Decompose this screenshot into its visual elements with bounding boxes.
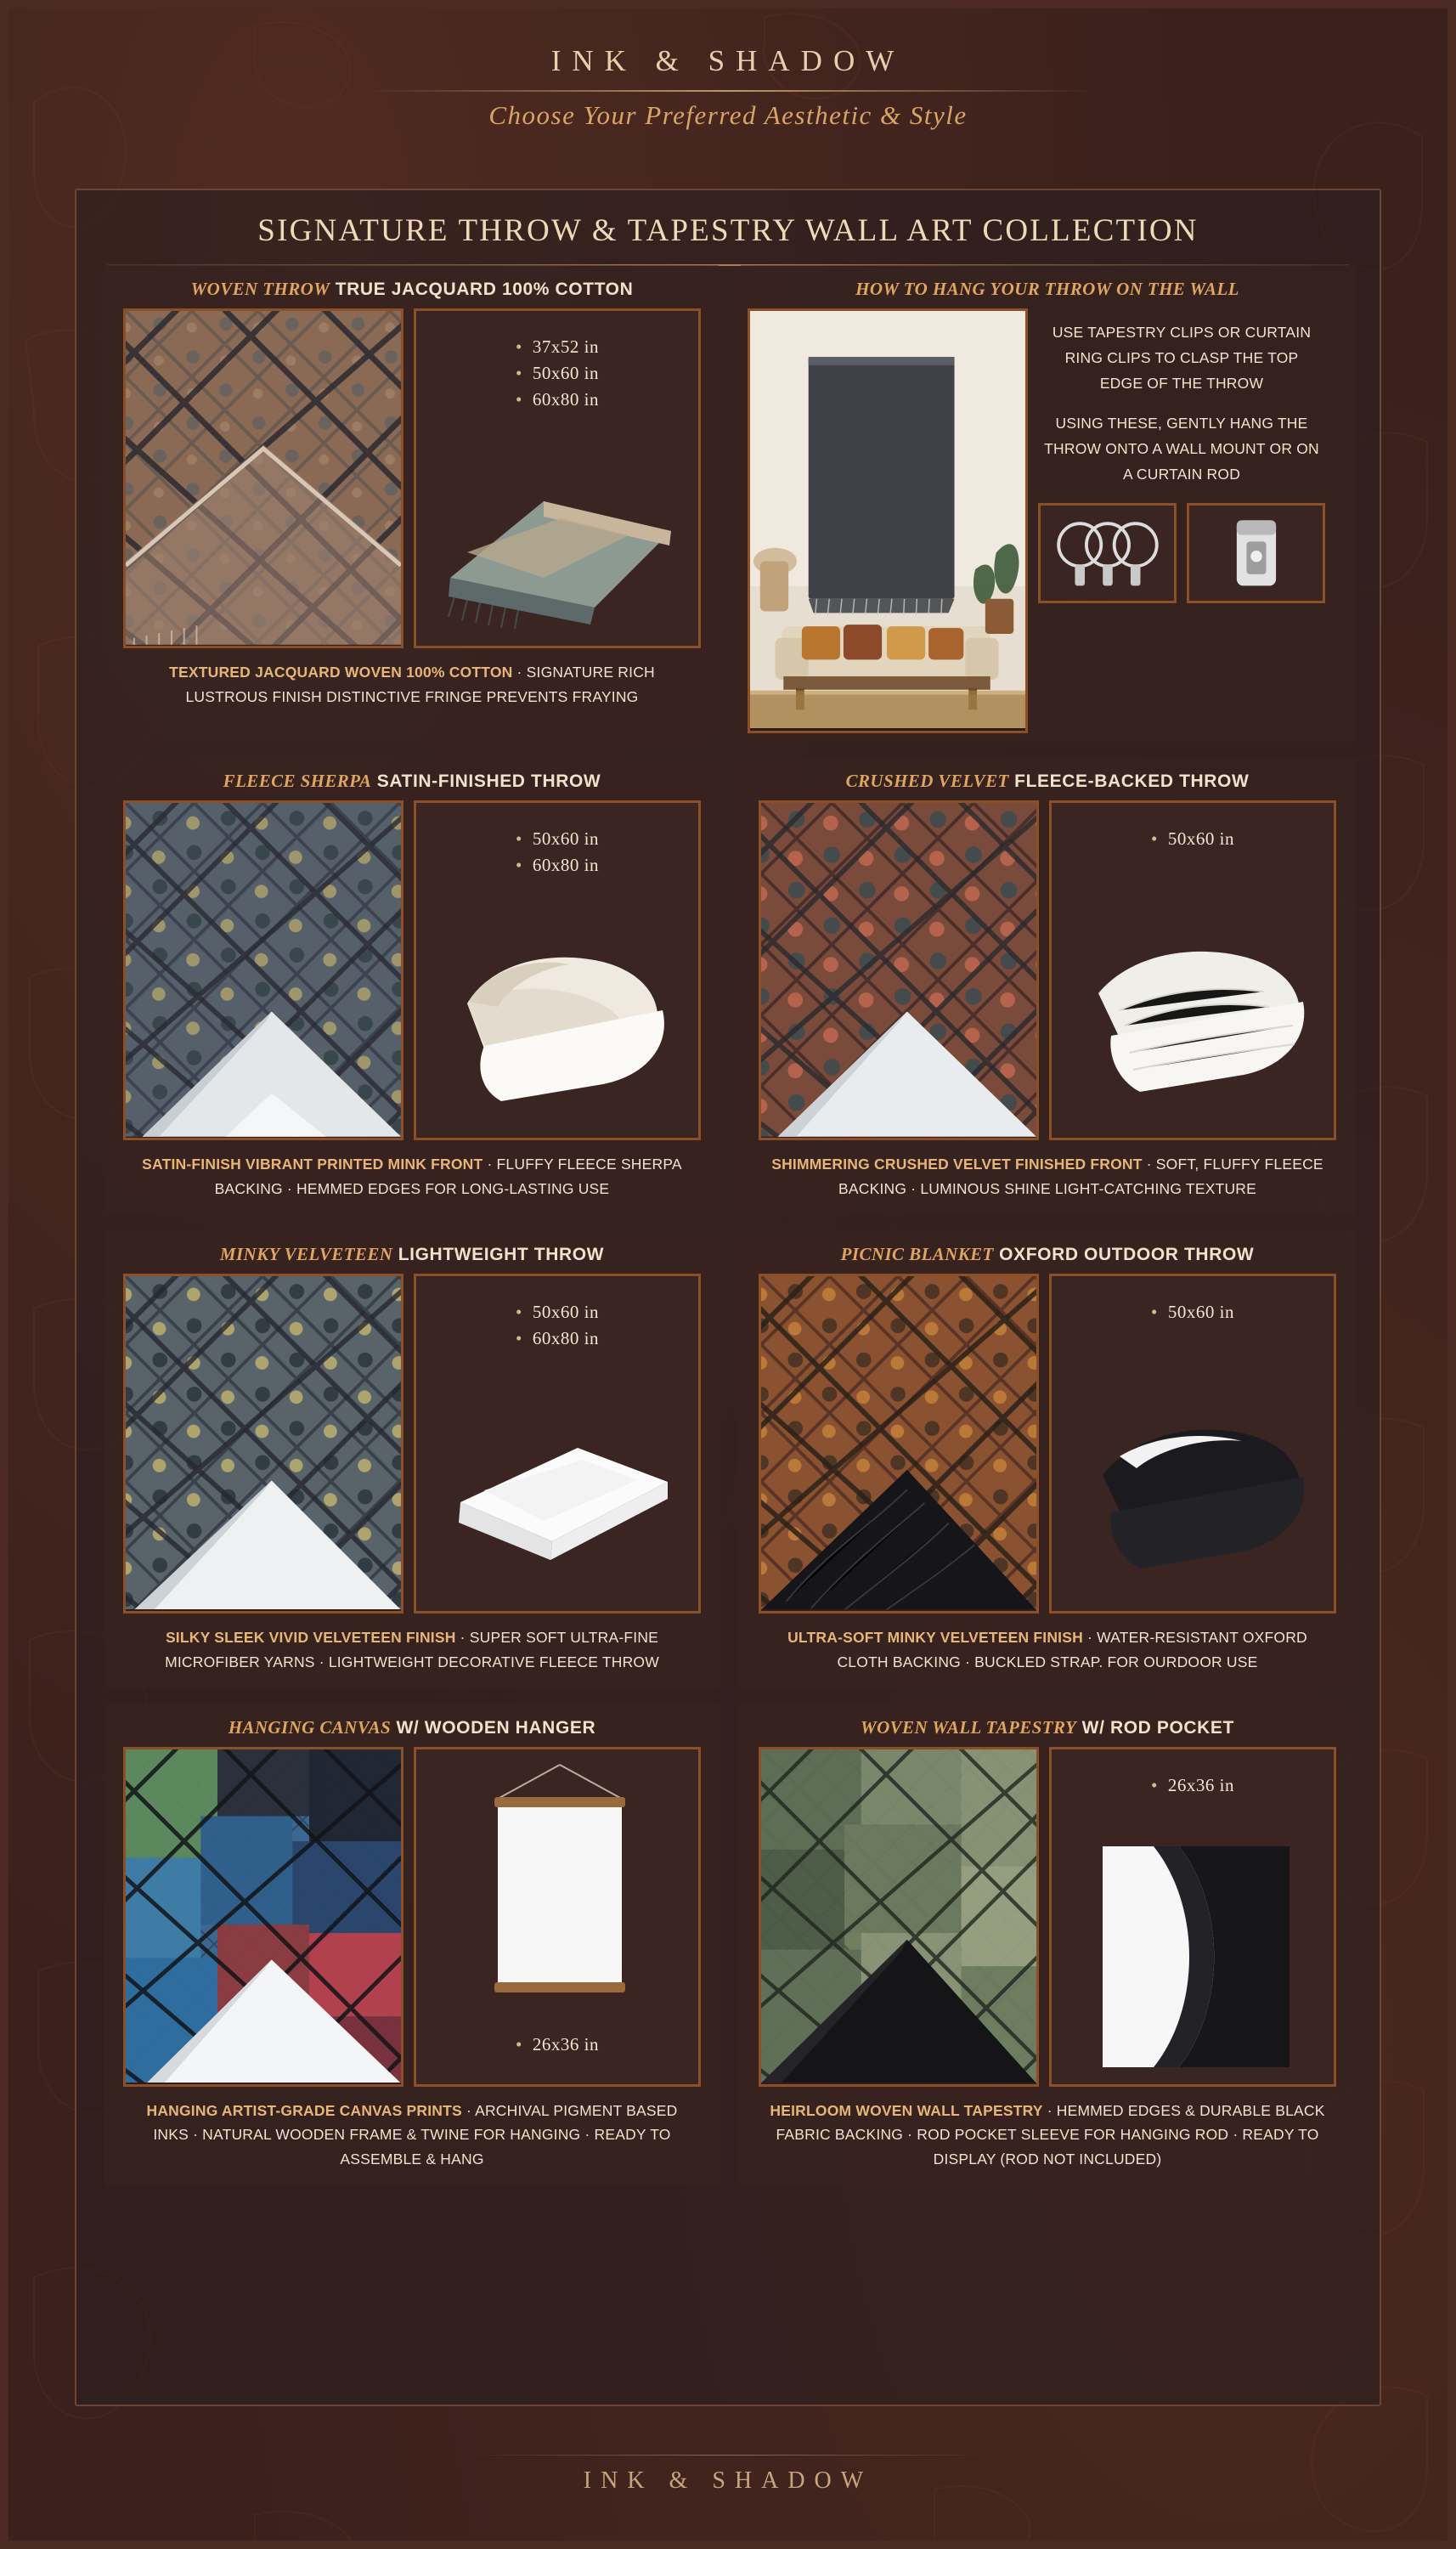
card-images xyxy=(748,800,1347,1140)
description-strong: HANGING ARTIST-GRADE CANVAS PRINTS xyxy=(146,2101,462,2119)
card-title-italic: WOVEN WALL TAPESTRY xyxy=(861,1716,1077,1738)
product-sizes-panel xyxy=(1049,1274,1336,1614)
card-woven-throw[interactable] xyxy=(104,265,720,742)
card-title-rest: FLEECE-BACKED THROW xyxy=(1014,771,1250,791)
card-images xyxy=(112,800,712,1140)
folded-picnic-illustration xyxy=(1052,1373,1336,1594)
card-title xyxy=(112,764,712,800)
product-image-picnic-quilt xyxy=(759,1274,1039,1614)
card-title-italic: WOVEN THROW xyxy=(190,279,330,299)
size-option: • 50x60 in xyxy=(516,1302,599,1323)
folded-throw-illustration xyxy=(416,450,701,646)
footer-brand: INK & SHADOW xyxy=(583,2467,873,2494)
howto-icons xyxy=(1038,503,1325,603)
howto-paragraph: USE TAPESTRY CLIPS OR CURTAIN RING CLIPS TO CLASP THE TOP EDGE OF THE THROW xyxy=(1052,324,1312,392)
card-title-italic: CRUSHED VELVET xyxy=(845,771,1009,791)
folded-minky-illustration xyxy=(416,1383,701,1596)
size-option: • 50x60 in xyxy=(516,828,599,850)
card-description xyxy=(748,1614,1347,1680)
card-title xyxy=(112,1710,712,1747)
card-minky-velveteen[interactable] xyxy=(104,1230,720,1688)
size-list xyxy=(416,1276,698,1611)
product-row xyxy=(104,1704,1356,2186)
size-option: • 50x60 in xyxy=(1151,828,1234,850)
card-title-italic: PICNIC BLANKET xyxy=(840,1243,994,1264)
card-description xyxy=(112,648,712,715)
description-rest: · SIGNATURE RICH LUSTROUS FINISH DISTINCTIVE FRINGE PREVENTS FRAYING xyxy=(185,664,655,705)
card-title-italic: HANGING CANVAS xyxy=(228,1716,392,1738)
howto-instructions xyxy=(1038,308,1325,488)
product-row xyxy=(104,265,1356,742)
description-rest: · HEMMED EDGES & DURABLE BLACK FABRIC BACKING · ROD POCKET SLEEVE FOR HANGING ROD · READY TO DISPLAY (ROD NOT INCLUDED) xyxy=(776,2101,1325,2168)
curtain-ring-clips-icon xyxy=(1038,503,1177,603)
card-title xyxy=(748,272,1347,308)
card-description xyxy=(748,2087,1347,2178)
size-list xyxy=(1052,1276,1334,1611)
size-option: • 60x80 in xyxy=(516,855,599,876)
card-fleece-sherpa[interactable] xyxy=(104,757,720,1215)
room-scene-image xyxy=(748,308,1028,733)
card-title-italic: MINKY VELVETEEN xyxy=(219,1243,393,1264)
card-woven-wall-tapestry[interactable] xyxy=(739,1704,1356,2186)
description-rest: · SOFT, FLUFFY FLEECE BACKING · LUMINOUS SHINE LIGHT-CATCHING TEXTURE xyxy=(838,1156,1323,1197)
footer xyxy=(0,2455,1456,2495)
description-strong: SHIMMERING CRUSHED VELVET FINISHED FRONT xyxy=(771,1156,1143,1173)
description-strong: SILKY SLEEK VIVID VELVETEEN FINISH xyxy=(165,1628,456,1646)
card-images xyxy=(112,308,712,648)
page-title: SIGNATURE THROW & TAPESTRY WALL ART COLLECTION xyxy=(257,213,1199,248)
card-title-rest: TRUE JACQUARD 100% COTTON xyxy=(335,280,634,299)
size-list xyxy=(1052,1749,1334,2084)
card-hanging-canvas[interactable] xyxy=(104,1704,720,2186)
header-tagline: Choose Your Preferred Aesthetic & Style xyxy=(488,100,968,130)
folded-sherpa-illustration xyxy=(416,901,701,1131)
card-title-rest: SATIN-FINISHED THROW xyxy=(376,771,601,791)
description-strong: SATIN-FINISH VIBRANT PRINTED MINK FRONT xyxy=(142,1156,483,1173)
product-grid xyxy=(104,265,1356,2201)
card-description xyxy=(112,1614,712,1680)
size-option: • 50x60 in xyxy=(516,363,599,384)
card-crushed-velvet[interactable] xyxy=(739,757,1356,1215)
card-title xyxy=(748,1237,1347,1274)
card-images xyxy=(748,1747,1347,2087)
card-how-to-hang[interactable] xyxy=(739,265,1356,742)
product-image-sherpa-quilt xyxy=(123,800,404,1140)
howto-right-column xyxy=(1038,308,1325,733)
product-image-tapestry-quilt xyxy=(759,1747,1039,2087)
card-title-italic: HOW TO HANG YOUR THROW ON THE WALL xyxy=(855,279,1239,299)
size-option: • 50x60 in xyxy=(1151,1302,1234,1323)
howto-paragraph: USING THESE, GENTLY HANG THE THROW ONTO A WALL MOUNT OR ON A CURTAIN ROD xyxy=(1044,415,1319,483)
card-title xyxy=(112,1237,712,1274)
product-image-woven-quilt xyxy=(123,308,404,648)
collection-panel xyxy=(75,189,1381,2406)
brand-title: INK & SHADOW xyxy=(550,44,906,77)
howto-body xyxy=(748,308,1347,733)
card-title xyxy=(112,272,712,308)
product-row xyxy=(104,757,1356,1215)
header xyxy=(0,44,1456,131)
card-title-rest: OXFORD OUTDOOR THROW xyxy=(999,1244,1255,1264)
card-description xyxy=(748,1140,1347,1207)
size-list xyxy=(1052,803,1334,1138)
product-sizes-panel xyxy=(1049,800,1336,1140)
size-list xyxy=(416,1749,698,2084)
size-option: • 60x80 in xyxy=(516,1328,599,1349)
card-picnic-blanket[interactable] xyxy=(739,1230,1356,1688)
tapestry-clip-icon xyxy=(1187,503,1325,603)
tapestry-backing-panel xyxy=(1049,1747,1336,2087)
header-divider xyxy=(363,90,1093,92)
size-list xyxy=(416,311,698,646)
card-images xyxy=(112,1274,712,1614)
description-strong: HEIRLOOM WOVEN WALL TAPESTRY xyxy=(770,2101,1043,2119)
description-rest: · WATER-RESISTANT OXFORD CLOTH BACKING · BUCKLED STRAP. FOR OURDOOR USE xyxy=(837,1628,1307,1670)
product-image-velvet-quilt xyxy=(759,800,1039,1140)
description-rest: · SUPER SOFT ULTRA-FINE MICROFIBER YARNS · LIGHTWEIGHT DECORATIVE FLEECE THROW xyxy=(165,1628,659,1670)
card-description xyxy=(112,2087,712,2178)
size-list xyxy=(416,803,698,1138)
description-strong: ULTRA-SOFT MINKY VELVETEEN FINISH xyxy=(787,1628,1083,1646)
size-option: • 37x52 in xyxy=(516,336,599,358)
description-strong: TEXTURED JACQUARD WOVEN 100% COTTON xyxy=(169,664,513,681)
tapestry-backing-illustration xyxy=(1052,1829,1336,2084)
canvas-hanger-panel xyxy=(414,1747,701,2087)
product-sizes-panel xyxy=(414,308,701,648)
folded-velvet-illustration xyxy=(1052,900,1336,1121)
card-title-rest: W/ WOODEN HANGER xyxy=(396,1717,596,1738)
size-option: • 60x80 in xyxy=(516,389,599,410)
card-description xyxy=(112,1140,712,1207)
size-option: • 26x36 in xyxy=(516,2034,599,2055)
card-title xyxy=(748,764,1347,800)
card-title xyxy=(748,1710,1347,1747)
description-rest: · FLUFFY FLEECE SHERPA BACKING · HEMMED EDGES FOR LONG-LASTING USE xyxy=(214,1156,682,1197)
card-title-italic: FLEECE SHERPA xyxy=(223,771,372,791)
card-title-rest: LIGHTWEIGHT THROW xyxy=(398,1244,605,1264)
footer-divider xyxy=(465,2455,991,2456)
size-option: • 26x36 in xyxy=(1151,1775,1234,1796)
description-rest: · ARCHIVAL PIGMENT BASED INKS · NATURAL WOODEN FRAME & TWINE FOR HANGING · READY TO ASSEMBLE & HANG xyxy=(153,2101,678,2168)
card-images xyxy=(748,1274,1347,1614)
product-image-canvas-swatches xyxy=(123,1747,404,2087)
product-row xyxy=(104,1230,1356,1688)
canvas-hanger-illustration xyxy=(416,1760,701,2032)
product-sizes-panel xyxy=(414,1274,701,1614)
card-title-rest: W/ ROD POCKET xyxy=(1081,1717,1234,1738)
product-image-minky-quilt xyxy=(123,1274,404,1614)
product-sizes-panel xyxy=(414,800,701,1140)
card-images xyxy=(112,1747,712,2087)
